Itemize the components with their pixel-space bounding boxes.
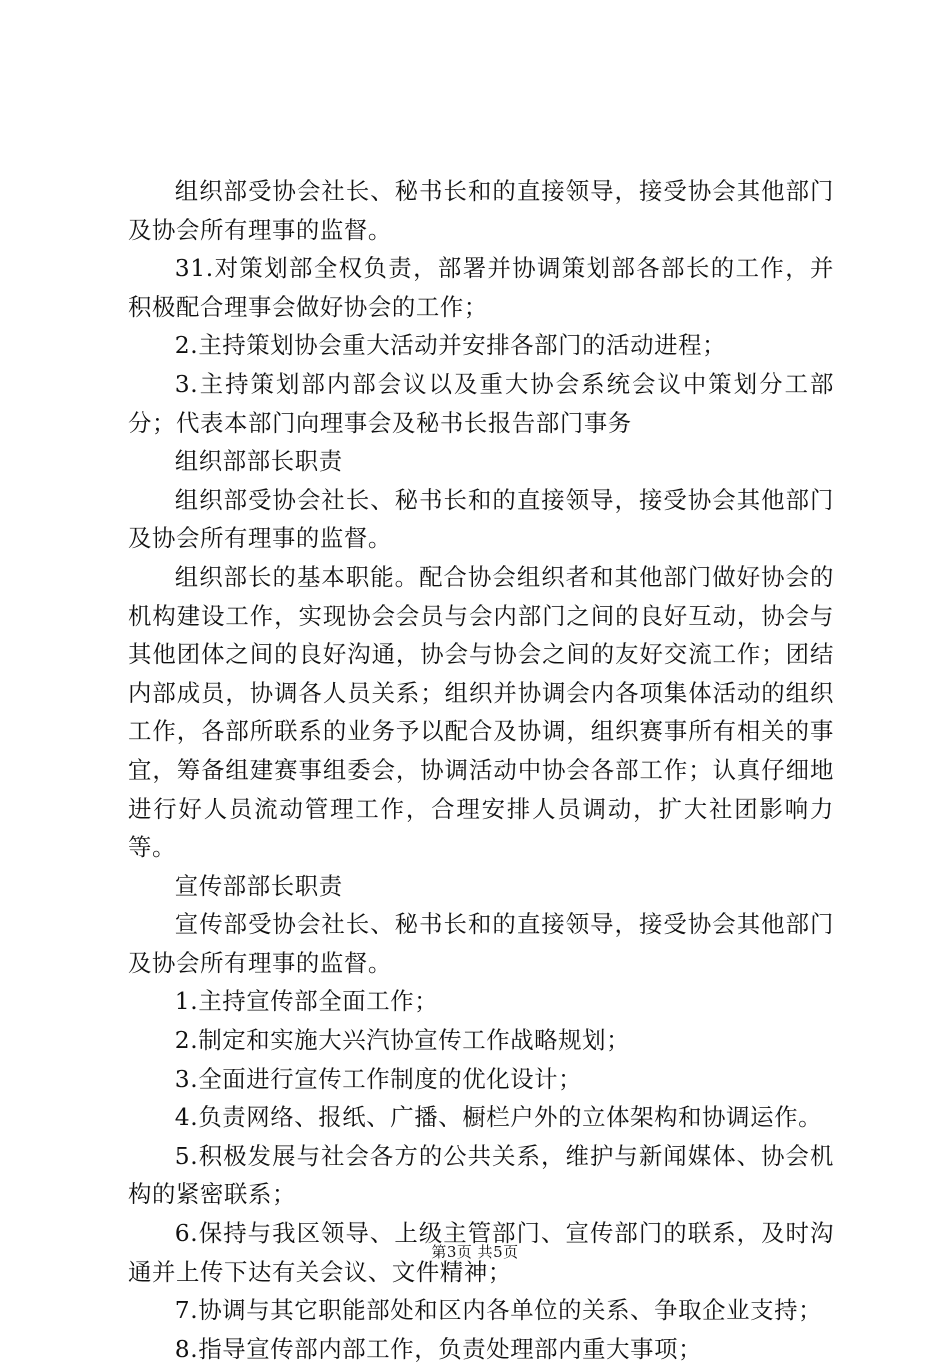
list-item: 6.保持与我区领导、上级主管部门、宣传部门的联系，及时沟通并上传下达有关会议、文件精神；: [128, 1219, 834, 1286]
list-item: 1.主持宣传部全面工作；: [174, 987, 439, 1016]
list-item: 3.全面进行宣传工作制度的优化设计；: [174, 1064, 583, 1093]
section-heading: 组织部部长职责: [174, 447, 343, 476]
paragraph: 3.主持策划部内部会议以及重大协会系统会议中策划分工部分；代表本部门向理事会及秘书长报告部门事务: [128, 369, 834, 437]
paragraph: 宣传部受协会社长、秘书长和的直接领导，接受协会其他部门及协会所有理事的监督。: [128, 910, 834, 977]
paragraph: 组织部长的基本职能。配合协会组织者和其他部门做好协会的机构建设工作，实现协会会员与会内部门之间的良好互动，协会与其他团体之间的良好沟通，协会与协会之间的友好交流工作；团结内部成员，协调各人员关系；组织并协调会内各项集体活动的组织工作，各部所联系的业务予以配合及协调，组织赛事所有相关的事宜，筹备组建赛事组委会，协调活动中协会各部工作；认真仔细地进行好人员流动管理工作，合理安排人员调动，扩大社团影响力等。: [128, 562, 834, 862]
list-item: 5.积极发展与社会各方的公共关系，维护与新闻媒体、协会机构的紧密联系；: [128, 1141, 834, 1209]
document-body: [128, 172, 834, 1368]
list-item: 7.协调与其它职能部处和区内各单位的关系、争取企业支持；: [174, 1296, 823, 1325]
list-item: 8.指导宣传部内部工作，负责处理部内重大事项；: [174, 1334, 703, 1363]
section-heading: 宣传部部长职责: [174, 871, 343, 900]
list-item: 2.制定和实施大兴汽协宣传工作战略规划；: [174, 1026, 631, 1055]
paragraph: 组织部受协会社长、秘书长和的直接领导，接受协会其他部门及协会所有理事的监督。: [128, 177, 834, 244]
paragraph: 2.主持策划协会重大活动并安排各部门的活动进程；: [174, 331, 727, 360]
list-item: 4.负责网络、报纸、广播、橱栏户外的立体架构和协调运作。: [174, 1103, 823, 1132]
paragraph: 组织部受协会社长、秘书长和的直接领导，接受协会其他部门及协会所有理事的监督。: [128, 485, 834, 553]
paragraph: 31.对策划部全权负责，部署并协调策划部各部长的工作，并积极配合理事会做好协会的工作；: [128, 254, 834, 321]
page-number-footer: 第3页 共5页: [431, 1243, 519, 1261]
